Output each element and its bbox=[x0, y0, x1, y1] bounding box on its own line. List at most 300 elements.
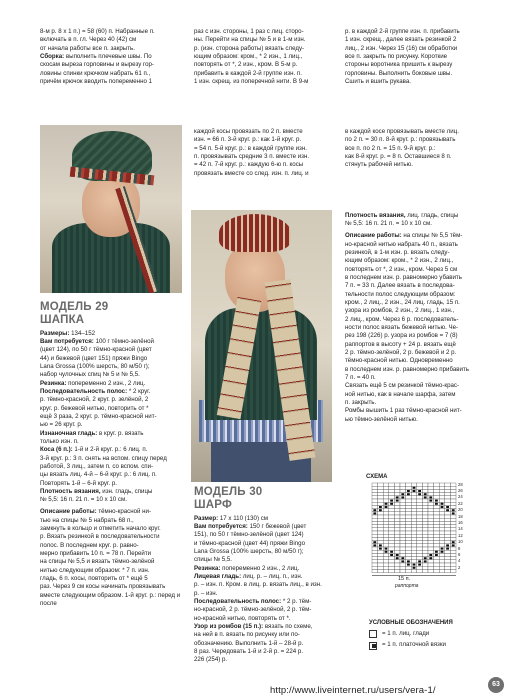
chart-cell bbox=[411, 512, 417, 515]
col2-top-text bbox=[194, 28, 339, 86]
chart-cell bbox=[445, 489, 451, 492]
desc-text: тёмно-красной ни- bbox=[96, 508, 152, 516]
chart-cell bbox=[372, 502, 378, 505]
chart-dot bbox=[401, 560, 404, 562]
model30-section bbox=[194, 486, 339, 665]
chart-dot bbox=[390, 500, 393, 502]
chart-dot bbox=[373, 544, 376, 546]
text-line: 1 изн. скрещ., далее вязать резинкой 2 bbox=[345, 36, 457, 44]
purl-label: Изнаночная гладь: bbox=[40, 429, 98, 437]
chart-row-number: 22 bbox=[458, 500, 463, 506]
desc-line bbox=[345, 232, 495, 240]
col3-mid-text bbox=[345, 128, 495, 170]
chart-cell bbox=[378, 515, 384, 518]
chart-cell bbox=[406, 557, 412, 560]
chart-dot bbox=[418, 493, 421, 495]
needs-label: Вам потребуется: bbox=[194, 522, 248, 530]
chart-cell bbox=[400, 563, 406, 566]
chart-cell bbox=[400, 550, 406, 553]
chart-cell bbox=[450, 537, 456, 540]
chart-cell bbox=[378, 502, 384, 505]
chart-cell bbox=[428, 483, 434, 486]
chart-cell bbox=[439, 544, 445, 547]
chart-dot bbox=[396, 500, 399, 502]
chart-dot bbox=[379, 506, 382, 508]
chart-dot bbox=[441, 506, 444, 508]
chart-cell bbox=[383, 518, 389, 521]
col3-main-text bbox=[345, 212, 495, 424]
diamond-label: Узор из ромбов (15 п.): bbox=[194, 622, 264, 630]
chart-cell bbox=[383, 515, 389, 518]
chart-cell bbox=[411, 483, 417, 486]
chart-row-number: 10 bbox=[458, 539, 463, 545]
desc-label: Описание работы: bbox=[40, 508, 97, 516]
chart-cell bbox=[406, 483, 412, 486]
chart-cell bbox=[378, 496, 384, 499]
chart-cell bbox=[389, 566, 395, 569]
chart-cell bbox=[428, 563, 434, 566]
chart-cell bbox=[383, 499, 389, 502]
chart-cell bbox=[450, 499, 456, 502]
purl-text: в круг. р. вязать bbox=[97, 429, 144, 437]
chart-cell bbox=[400, 483, 406, 486]
text-line: раз. Через 9 см косы начинать провязывать bbox=[40, 583, 166, 591]
chart-cell bbox=[450, 563, 456, 566]
cable-text: 1-й и 2-й круг. р.: 6 лиц. п. bbox=[72, 446, 148, 454]
chart-row-number: 8 bbox=[458, 545, 461, 551]
chart-cell bbox=[378, 531, 384, 534]
chart-dot bbox=[379, 548, 382, 550]
chart-cell bbox=[389, 518, 395, 521]
text-line: только изн. п. bbox=[40, 437, 79, 445]
chart-cell bbox=[394, 547, 400, 550]
photo-boy-scarf bbox=[191, 210, 332, 482]
chart-dot bbox=[446, 544, 449, 546]
chart-dot bbox=[373, 541, 376, 543]
chart-cell bbox=[394, 534, 400, 537]
text-line: = 42 п. 7-й круг. р.: каждую 6-ю п. косы bbox=[194, 161, 304, 169]
rib-label: Резинка: bbox=[194, 564, 221, 572]
chart-cell bbox=[372, 534, 378, 537]
chart-dot bbox=[396, 557, 399, 559]
stripes-label: Последовательность полос: bbox=[40, 387, 128, 395]
needs-line bbox=[194, 523, 339, 531]
text-line: раппортов в высоту + 24 р. вязать ещё bbox=[345, 340, 456, 348]
chart-cell bbox=[417, 544, 423, 547]
needs-line bbox=[40, 338, 186, 346]
model29-subtitle: ШАПКА bbox=[40, 313, 85, 326]
chart-cell bbox=[434, 521, 440, 524]
chart-cell bbox=[383, 489, 389, 492]
text-line: горловины. Выполнить боковые швы. bbox=[345, 69, 453, 77]
chart-cell bbox=[428, 528, 434, 531]
needs-text: 100 г тёмно-зелёной bbox=[93, 337, 154, 345]
chart-cell bbox=[439, 537, 445, 540]
chart-cell bbox=[439, 563, 445, 566]
chart-cell bbox=[372, 505, 378, 508]
chart-cell bbox=[450, 502, 456, 505]
chart-cell bbox=[406, 499, 412, 502]
chart-dot bbox=[401, 557, 404, 559]
chart-cell bbox=[378, 569, 384, 572]
chart-cell bbox=[445, 534, 451, 537]
assembly-label: Сборка: bbox=[40, 53, 65, 61]
chart-cell bbox=[372, 566, 378, 569]
text-line: узора из ромбов, 2 изн., 2 лиц., 1 изн., bbox=[345, 307, 455, 315]
diamond-text: вязать по схеме, bbox=[263, 622, 313, 630]
chart-cell bbox=[389, 563, 395, 566]
text-line: спицы № 5,5. bbox=[194, 556, 232, 564]
chart-cell bbox=[422, 525, 428, 528]
chart-cell bbox=[383, 493, 389, 496]
chart-cell bbox=[411, 505, 417, 508]
chart-cell bbox=[400, 509, 406, 512]
chart-cell bbox=[394, 509, 400, 512]
chart-cell bbox=[445, 499, 451, 502]
chart-cell bbox=[422, 499, 428, 502]
chart-cell bbox=[383, 534, 389, 537]
chart-cell bbox=[428, 518, 434, 521]
chart-dot bbox=[390, 554, 393, 556]
chart-cell bbox=[422, 502, 428, 505]
density-line bbox=[40, 488, 186, 496]
chart-cell bbox=[428, 547, 434, 550]
chart-cell bbox=[428, 541, 434, 544]
chart-cell bbox=[417, 483, 423, 486]
chart-cell bbox=[417, 509, 423, 512]
chart-cell bbox=[372, 493, 378, 496]
chart-cell bbox=[422, 521, 428, 524]
chart-dot bbox=[452, 544, 455, 546]
chart-cell bbox=[389, 541, 395, 544]
needs-label: Вам потребуется: bbox=[40, 337, 94, 345]
photo-boy-hat bbox=[40, 125, 182, 293]
density-text: лиц. гладь, спицы bbox=[405, 212, 459, 219]
legend-row-knit bbox=[369, 630, 509, 638]
chart-cell bbox=[372, 569, 378, 572]
chart-cell bbox=[450, 550, 456, 553]
chart-cell bbox=[434, 518, 440, 521]
chart-cell bbox=[422, 566, 428, 569]
chart-title: СХЕМА bbox=[366, 474, 388, 480]
chart-dot bbox=[407, 560, 410, 562]
chart-cell bbox=[428, 486, 434, 489]
chart-cell bbox=[378, 560, 384, 563]
chart-dot bbox=[407, 490, 410, 492]
chart-cell bbox=[383, 541, 389, 544]
chart-dot bbox=[385, 551, 388, 553]
chart-cell bbox=[378, 534, 384, 537]
chart-cell bbox=[450, 493, 456, 496]
chart-cell bbox=[400, 569, 406, 572]
chart-cell bbox=[378, 483, 384, 486]
chart-cell bbox=[372, 489, 378, 492]
chart-row-number: 18 bbox=[458, 513, 463, 519]
chart-cell bbox=[389, 515, 395, 518]
text-line: набор чулочных спиц № 5 и № 5,5. bbox=[40, 371, 140, 379]
chart-cell bbox=[383, 496, 389, 499]
chart-cell bbox=[445, 553, 451, 556]
chart-cell bbox=[450, 505, 456, 508]
chart-cell bbox=[389, 557, 395, 560]
assembly-line bbox=[40, 53, 185, 61]
chart-cell bbox=[406, 502, 412, 505]
text-line: Lana Grossa (100% шерсть, 80 м/50 г); bbox=[194, 547, 304, 555]
chart-cell bbox=[445, 566, 451, 569]
text-line: 7 п. = 40 п. bbox=[345, 374, 376, 382]
chart-cell bbox=[428, 566, 434, 569]
chart-cell bbox=[445, 521, 451, 524]
chart-cell bbox=[372, 557, 378, 560]
chart-cell bbox=[422, 531, 428, 534]
chart-cell bbox=[434, 541, 440, 544]
chart-cell bbox=[411, 541, 417, 544]
text-line: причём крючок вводить попеременно 1 bbox=[40, 78, 153, 86]
chart-cell bbox=[378, 537, 384, 540]
cable-label: Коса (6 п.): bbox=[40, 446, 73, 454]
chart-dot bbox=[385, 503, 388, 505]
text-line: 226 (254) р. bbox=[194, 656, 228, 664]
chart-cell bbox=[378, 521, 384, 524]
stst-text: лиц. р. – лиц. п., изн. bbox=[241, 572, 303, 580]
stst-label: Лицевая гладь: bbox=[194, 572, 242, 580]
chart-cell bbox=[383, 557, 389, 560]
stripes-label: Последовательность полос: bbox=[194, 597, 282, 605]
text-line: ющим образом: кром., * 2 изн., 2 лиц., bbox=[345, 257, 454, 265]
chart-cell bbox=[450, 489, 456, 492]
chart-cell bbox=[445, 483, 451, 486]
model29-title-prefix: МОДЕЛЬ bbox=[40, 301, 92, 313]
chart-cell bbox=[378, 563, 384, 566]
chart-cell bbox=[422, 518, 428, 521]
text-line: по 2 п. = 30 п. 8-й круг. р.: провязывать bbox=[345, 136, 456, 144]
chart-cell bbox=[417, 499, 423, 502]
chart-dot bbox=[435, 551, 438, 553]
chart-cell bbox=[428, 525, 434, 528]
text-line: 3-й круг. р.: 3 п. снять на вспом. спицу перед bbox=[40, 454, 167, 462]
text-line: раз с изн. стороны, 1 раз с лиц. сторо- bbox=[194, 28, 304, 35]
text-line: но-красной, 2 р. тёмно-зелёной, 2 р. тём- bbox=[194, 606, 312, 614]
chart-cell bbox=[417, 518, 423, 521]
chart-cell bbox=[434, 547, 440, 550]
chart-dot bbox=[424, 496, 427, 498]
text-line: гладь, 6 п. косы, повторить от * ещё 5 bbox=[40, 574, 148, 582]
chart-cell bbox=[389, 560, 395, 563]
sizes-value: 134–152 bbox=[69, 329, 96, 337]
sizes-line bbox=[40, 330, 186, 338]
chart-cell bbox=[445, 518, 451, 521]
chart-cell bbox=[445, 502, 451, 505]
text-line: тёмно-красной нитью. Одновременно bbox=[345, 357, 453, 365]
chart-cell bbox=[383, 560, 389, 563]
size-value: 17 х 110 (130) см bbox=[218, 514, 269, 522]
chart-cell bbox=[389, 489, 395, 492]
chart-dot bbox=[396, 496, 399, 498]
chart-cell bbox=[439, 560, 445, 563]
text-line: ющим образом: кром., * 2 изн., 1 лиц., bbox=[194, 53, 303, 61]
chart-cell bbox=[417, 505, 423, 508]
chart-cell bbox=[406, 525, 412, 528]
text-line: п. закрыть. bbox=[345, 399, 377, 407]
chart-dot bbox=[401, 493, 404, 495]
chart-cell bbox=[394, 505, 400, 508]
chart-dot bbox=[413, 490, 416, 492]
text-line: стороны воротника пришить к вырезу bbox=[345, 61, 453, 69]
assembly-text: выполнить плечевые швы. По bbox=[64, 53, 152, 61]
text-line: включать в п. гл. Через 40 (42) см bbox=[40, 36, 137, 44]
chart-cell bbox=[422, 528, 428, 531]
chart-cell bbox=[450, 553, 456, 556]
chart-dot bbox=[441, 503, 444, 505]
chart-cell bbox=[428, 569, 434, 572]
chart-cell bbox=[439, 553, 445, 556]
chart-cell bbox=[411, 557, 417, 560]
text-line: все п. по 2 п. = 15 п. 9-й круг. р.: bbox=[345, 144, 436, 152]
chart-cell bbox=[445, 528, 451, 531]
text-line: Сшить и вшить рукава. bbox=[345, 78, 411, 86]
text-line: в последнем изн. р. равномерно прибавить bbox=[345, 365, 469, 373]
chart-cell bbox=[417, 502, 423, 505]
chart-cell bbox=[394, 566, 400, 569]
chart-cell bbox=[372, 483, 378, 486]
chart-cell bbox=[434, 512, 440, 515]
chart-cell bbox=[439, 557, 445, 560]
chart-cell bbox=[450, 566, 456, 569]
rib-line bbox=[194, 565, 339, 573]
chart-cell bbox=[450, 525, 456, 528]
chart-cell bbox=[450, 528, 456, 531]
text-line: р. (изн. сторона работы) вязать следу- bbox=[194, 44, 305, 52]
chart-cell bbox=[439, 521, 445, 524]
stripes-line bbox=[40, 388, 186, 396]
text-line: лиц., 2 изн. Через 15 (16) см обработки bbox=[345, 44, 458, 52]
chart-cell bbox=[406, 486, 412, 489]
chart-cell bbox=[417, 547, 423, 550]
chart-dot bbox=[385, 506, 388, 508]
chart-cell bbox=[389, 531, 395, 534]
chart-cell bbox=[434, 563, 440, 566]
chart-dot bbox=[429, 557, 432, 559]
text-line: но-красной нитью набрать 40 п., вязать bbox=[345, 240, 458, 248]
model30-title bbox=[194, 486, 339, 499]
chart-cell bbox=[450, 534, 456, 537]
chart-cell bbox=[422, 515, 428, 518]
chart-cell bbox=[400, 547, 406, 550]
chart-cell bbox=[434, 566, 440, 569]
chart-cell bbox=[400, 534, 406, 537]
chart-cell bbox=[450, 557, 456, 560]
text-line: повторять от *, 2 изн., кром. Через 5 см bbox=[345, 265, 458, 273]
chart-row-number: 12 bbox=[458, 532, 463, 538]
chart-cell bbox=[389, 496, 395, 499]
chart-cell bbox=[389, 537, 395, 540]
text-line: стянуть рабочей нитью. bbox=[345, 161, 413, 169]
chart-cell bbox=[450, 531, 456, 534]
chart-cell bbox=[434, 560, 440, 563]
chart-cell bbox=[417, 541, 423, 544]
text-line: цы вязать лиц. 4-й – 6-й круг. р.: 6 лиц. п. bbox=[40, 471, 157, 479]
chart-cell bbox=[372, 531, 378, 534]
legend-dot-square-icon bbox=[369, 642, 377, 650]
text-line: р. тёмно-красной, 2 круг. р. зелёной, 2 bbox=[40, 396, 149, 404]
chart-cell bbox=[411, 499, 417, 502]
chart-cell bbox=[422, 505, 428, 508]
density-line bbox=[345, 212, 495, 220]
chart-cell bbox=[406, 505, 412, 508]
chart-cell bbox=[417, 512, 423, 515]
chart-cell bbox=[406, 550, 412, 553]
chart-cell bbox=[422, 547, 428, 550]
chart-cell bbox=[400, 512, 406, 515]
chart-row-number: 14 bbox=[458, 526, 463, 532]
chart-cell bbox=[422, 489, 428, 492]
legend-title: УСЛОВНЫЕ ОБОЗНАЧЕНИЯ bbox=[369, 620, 453, 626]
chart-cell bbox=[372, 496, 378, 499]
chart-dot bbox=[446, 548, 449, 550]
chart-dot bbox=[452, 512, 455, 514]
text-line: 44) и бежевой (цвет 151) пряжи Bingo bbox=[40, 354, 148, 362]
chart-cell bbox=[394, 550, 400, 553]
text-line: 7 п. = 33 п. Далее вязать в последова- bbox=[345, 282, 455, 290]
desc-label: Описание работы: bbox=[345, 232, 402, 240]
chart-cell bbox=[394, 569, 400, 572]
text-line: 1 изн. скрещ. из поперечной нити. В 9-м bbox=[194, 78, 309, 86]
chart-dot bbox=[413, 567, 416, 569]
text-line: тельности полос следующим образом: bbox=[345, 290, 456, 298]
chart-cell bbox=[411, 525, 417, 528]
chart-cell bbox=[389, 509, 395, 512]
chart-cell bbox=[439, 499, 445, 502]
chart-cell bbox=[406, 547, 412, 550]
chart-cell bbox=[383, 521, 389, 524]
chart-row-number: 24 bbox=[458, 494, 463, 500]
chart-cell bbox=[394, 515, 400, 518]
chart-cell bbox=[445, 493, 451, 496]
knitting-chart bbox=[366, 474, 469, 592]
text-line: р. Вязать резинкой в последовательности bbox=[40, 533, 160, 541]
rib-text: попеременно 2 изн., 2 лиц. bbox=[220, 564, 300, 572]
chart-cell bbox=[400, 553, 406, 556]
chart-cell bbox=[400, 566, 406, 569]
col2-mid-text bbox=[194, 128, 339, 178]
chart-cell bbox=[378, 553, 384, 556]
chart-cell bbox=[372, 486, 378, 489]
chart-row-number: 4 bbox=[458, 558, 461, 564]
chart-cell bbox=[394, 525, 400, 528]
chart-cell bbox=[445, 531, 451, 534]
text-line: вместе следующим образом. 1-й круг. р.: перед и после bbox=[40, 591, 181, 607]
chart-cell bbox=[400, 499, 406, 502]
chart-cell bbox=[422, 563, 428, 566]
chart-cell bbox=[434, 515, 440, 518]
chart-cell bbox=[428, 544, 434, 547]
col1-top-text bbox=[40, 28, 185, 86]
chart-cell bbox=[439, 486, 445, 489]
text-line: провязать вместе со след. изн. п. лиц. и bbox=[194, 169, 309, 177]
chart-cell bbox=[439, 512, 445, 515]
footer-url[interactable]: http://www.liveinternet.ru/users/vera-1/ bbox=[270, 685, 436, 696]
chart-cell bbox=[378, 566, 384, 569]
chart-dot bbox=[407, 564, 410, 566]
chart-row-number: 6 bbox=[458, 551, 461, 557]
chart-cell bbox=[450, 569, 456, 572]
chart-cell bbox=[417, 566, 423, 569]
chart-cell bbox=[400, 525, 406, 528]
chart-cell bbox=[411, 534, 417, 537]
chart-cell bbox=[428, 493, 434, 496]
chart-cell bbox=[417, 521, 423, 524]
chart-cell bbox=[406, 566, 412, 569]
